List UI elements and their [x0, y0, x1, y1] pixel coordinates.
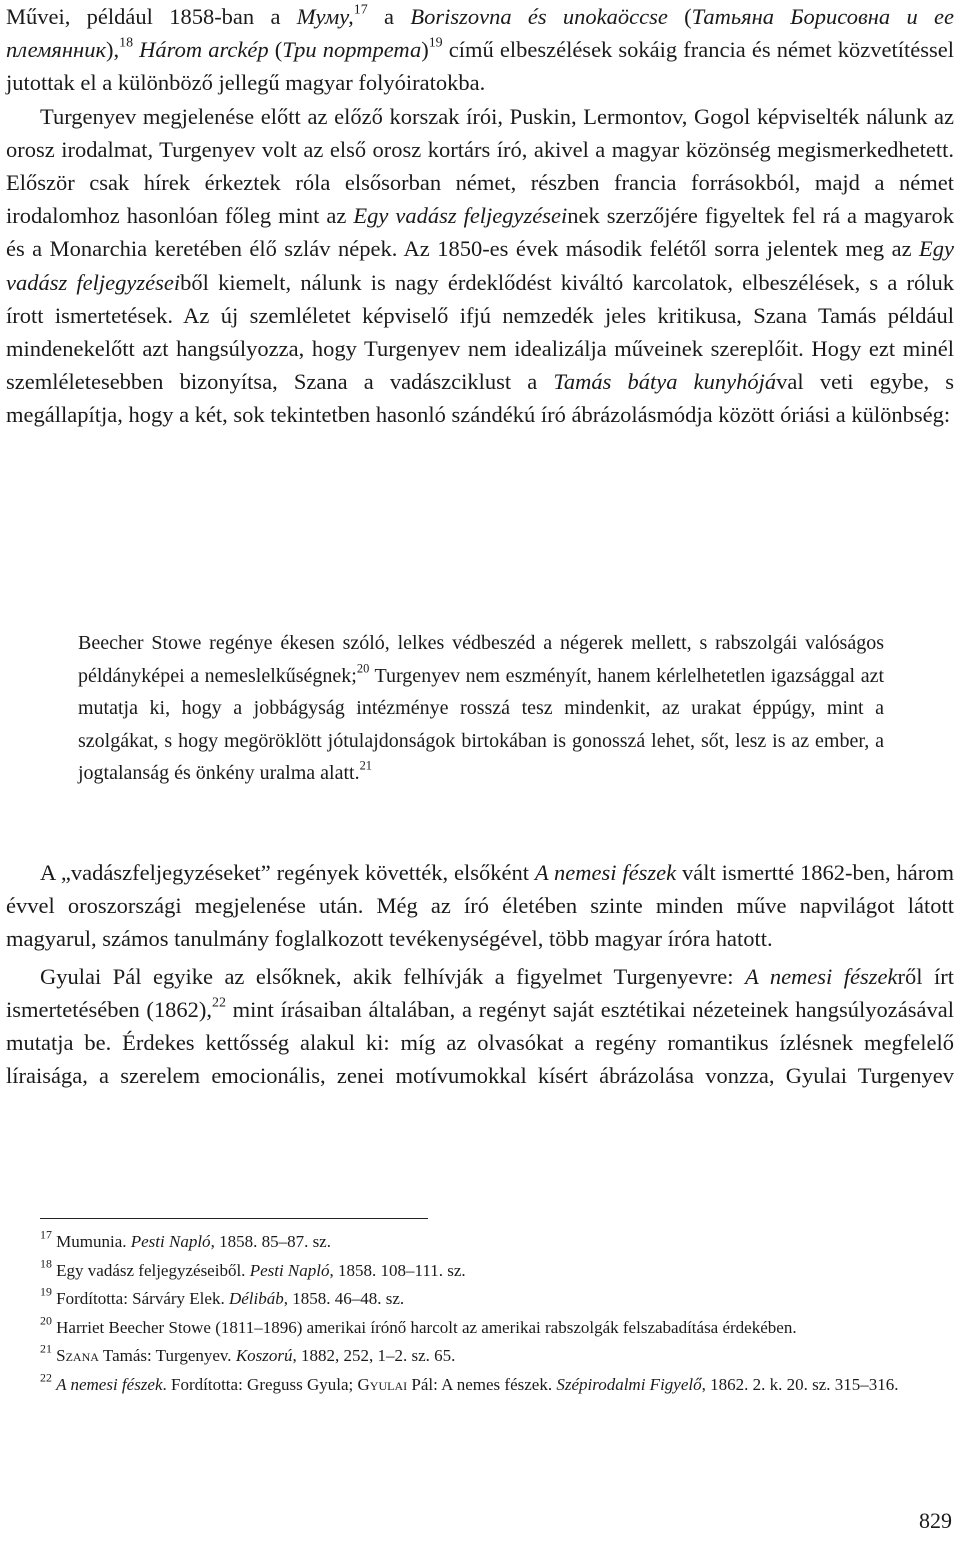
footnote-number: 20 [40, 1313, 52, 1328]
page-number: 829 [919, 1508, 952, 1533]
text-run: , 1858. 85–87. sz. [210, 1232, 331, 1251]
footnote-ref-21[interactable]: 21 [359, 759, 372, 774]
text-run: Turgenyev nem eszményít, hanem kérlelhetetlen igazsággal azt mutatja ki, hogy a jobbágyság intézménye rosszá tesz mindenkit, az urakat éppúgy, mint a szolgákat, s hogy megöröklött jótulajdonságok birtokában is gonosszá lehet, sőt, lesz is az ember, a jogtalanság és önkény uralma alatt. [78, 664, 884, 785]
text-run: , 1862. 2. k. 20. sz. 315–316. [701, 1374, 899, 1394]
block-quote [78, 627, 884, 790]
text-run: Turgenyev megjelenése előtt az előző korszak írói, Puskin, Lermontov, Gogol képviselték nálunk az orosz irodalmat, Turgenyev volt az első orosz kortárs író, akivel a magyar közönség megismerkedhetett. Először csak hírek érkeztek róla elsősorban német, részben francia forrásokból, majd a német irodalomhoz hasonlóan főleg mint az [6, 103, 954, 229]
title-tamas-batya: Tamás bátya kunyhójá [553, 369, 777, 395]
title-egy-vadasz: Egy vadász feljegyzései [6, 236, 954, 295]
text-run: ről írt ismertetésében (1862), [6, 963, 954, 1022]
author-name: Szana [56, 1346, 99, 1366]
text-run: Fordította: Sárváry Elek. [51, 1289, 229, 1309]
text-run: , 1858. 46–48. sz. [283, 1289, 405, 1309]
footnote-21 [6, 1342, 954, 1371]
title-harom-arckep: Három arckép [139, 37, 269, 63]
text-run: vált ismertté 1862-ben, három évvel oroszországi megjelenése után. Még az író életében szinte minden műve napvilágot látott magyarul, számos tanulmány foglalkozott tevékenységével, több magyar íróra hatott. [6, 860, 954, 952]
title-boriszovna: Boriszovna és unokaöccse [410, 4, 668, 29]
text-run: , 1858. 108–111. sz. [329, 1260, 466, 1280]
footnote-ref-18[interactable]: 18 [119, 35, 134, 51]
text-run: . Fordította: Greguss Gyula; [162, 1374, 358, 1394]
title-russian-tatjana: Татьяна Борисовна и ее племянник [6, 4, 954, 63]
paragraph-3 [6, 856, 954, 956]
footnote-22 [6, 1371, 954, 1400]
text-run: Mumunia. [51, 1232, 131, 1251]
footnote-ref-22[interactable]: 22 [212, 995, 226, 1011]
footnote-separator [40, 1218, 428, 1219]
title-nemesi-feszek: A nemesi fészek [744, 963, 898, 989]
text-run: Tamás: Turgenyev. [98, 1346, 236, 1366]
journal-title: Pesti Napló [130, 1232, 211, 1251]
footnote-ref-19[interactable]: 19 [428, 35, 443, 51]
text-run: ( [667, 4, 692, 29]
journal-title: Délibáb [228, 1289, 284, 1309]
footnote-17 [6, 1228, 954, 1257]
footnote-ref-20[interactable]: 20 [356, 661, 370, 676]
journal-title: Szépirodalmi Figyelő [556, 1374, 702, 1394]
footnotes [6, 1228, 954, 1400]
paragraph-4 [6, 960, 954, 1093]
text-run: ) [421, 37, 429, 63]
text-run: A „vadászfeljegyzéseket” regények követték, elsőként [40, 860, 535, 885]
main-text [6, 0, 954, 432]
journal-title: Koszorú [235, 1346, 293, 1366]
journal-title: Pesti Napló [249, 1260, 330, 1280]
text-run: , 1882, 252, 1–2. sz. 65. [292, 1346, 456, 1366]
text-run: ), [105, 37, 120, 63]
title-mumu: Муму, [296, 4, 354, 29]
paragraph-2 [6, 100, 954, 432]
text-run: Harriet Beecher Stowe (1811–1896) amerikai írónő harcolt az amerikai rabszolgák felszabadítása érdekében. [51, 1317, 797, 1337]
main-text-continued [6, 856, 954, 1092]
footnote-number: 19 [40, 1284, 52, 1299]
text-run: Pál: A nemes fészek. [407, 1374, 557, 1394]
title-russian-tri: Три портрета [282, 37, 422, 63]
text-run: a [367, 4, 411, 29]
text-run: Egy vadász feljegyzéseiből. [51, 1260, 250, 1280]
footnote-ref-17[interactable]: 17 [353, 2, 368, 18]
footnote-20 [6, 1314, 954, 1343]
footnote-19 [6, 1285, 954, 1314]
text-run: ből kiemelt, nálunk is nagy érdeklődést kiváltó karcolatok, elbeszélések, s a róluk írott ismertetések. Az új szemléletet képviselő ifjú nemzedék jeles kritikusa, Szana Tamás például mindenekelőtt azt hangsúlyozza, hogy Turgenyev nem idealizálja műveinek szereplőit. Hogy ezt minél szemléletesebben bizonyítsa, Szana a vadászciklust a [6, 269, 955, 395]
title-nemesi-feszek: A nemesi fészek [534, 860, 677, 885]
text-run: Gyulai Pál egyike az elsőknek, akik felhívják a figyelmet Turgenyevre: [40, 963, 745, 989]
text-run: Beecher Stowe regénye ékesen szóló, lelkes védbeszéd a négerek mellett, s rabszolgái valóságos példányképei a nemeslelkűségnek; [78, 632, 884, 687]
footnote-18 [6, 1257, 954, 1286]
text-run: Művei, például 1858-ban a [6, 4, 297, 29]
footnote-number: 18 [40, 1256, 52, 1271]
text-run: nek szerzőjére figyeltek fel rá a magyarok és a Monarchia keretében élő szláv népek. Az 1850-es évek második felétől sorra jelentek meg az [6, 203, 954, 262]
title-egy-vadasz: Egy vadász feljegyzései [353, 203, 568, 229]
footnote-number: 17 [40, 1227, 52, 1242]
author-name: Gyulai [357, 1374, 408, 1394]
text-run: című elbeszélések sokáig francia és német közvetítéssel jutottak el a különböző jellegű magyar folyóiratokba. [6, 37, 955, 96]
quote-text [78, 627, 884, 790]
text-run: ( [268, 37, 283, 63]
work-title: A nemesi fészek [56, 1374, 163, 1394]
text-run: val veti egybe, s megállapítja, hogy a két, sok tekintetben hasonló szándékú író ábrázolásmódja között óriási a különbség: [6, 369, 954, 428]
footnote-number: 21 [40, 1342, 52, 1357]
footnote-number: 22 [40, 1370, 52, 1385]
paragraph-1 [6, 0, 954, 100]
text-run: mint írásaiban általában, a regényt saját esztétikai nézeteinek hangsúlyozásával mutatja be. Érdekes kettősség alakul ki: míg az olvasókat a regény romantikus ízlésnek megfelelő líraisága, a szerelem emocionális, zenei motívumokkal kísért ábrázolása vonzza, Gyulai Turgenyev [6, 996, 954, 1089]
